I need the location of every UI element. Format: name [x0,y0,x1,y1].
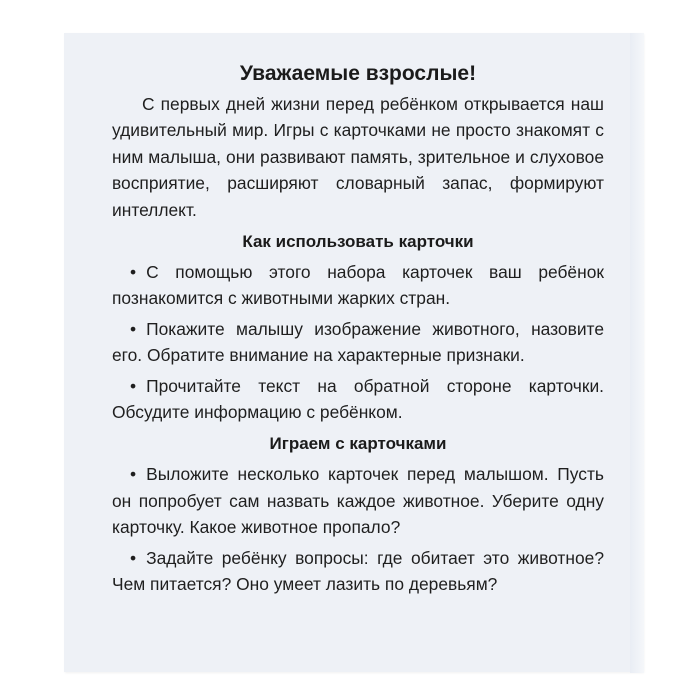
bullet-icon: • [130,464,137,485]
intro-paragraph: С первых дней жизни перед ребёнком открывается наш удивительный мир. Игры с карточками не просто знакомят с ним малыша, они развивают память, зрительное и слуховое восприятие, расширяют словарный запас, формируют интеллект. [112,94,604,220]
bullet-text: Прочитайте текст на обратной стороне карточки. Обсудите информацию с ребёнком. [112,375,604,423]
bullet-icon: • [130,262,137,283]
bullet-item [112,461,604,540]
card-content [112,60,604,598]
bullet-icon: • [130,547,137,568]
bullet-icon: • [130,375,137,396]
bullet-item [112,373,604,426]
card-title: Уважаемые взрослые! [239,62,477,85]
bullet-text: Задайте ребёнку вопросы: где обитает это животное? Чем питается? Оно умеет лазить по деревьям? [112,547,604,595]
card-edge [630,33,644,673]
section-heading-how-to-use: Как использовать карточки [242,232,474,252]
bullet-item [112,545,604,598]
bullet-text: С помощью этого набора карточек ваш ребёнок познакомится с животными жарких стран. [112,262,604,309]
bullet-item [112,316,604,369]
bullet-item [112,259,604,312]
bullet-icon: • [130,318,137,339]
section-heading-play: Играем с карточками [269,434,447,454]
bullet-text: Выложите несколько карточек перед малышом. Пусть он попробует сам назвать каждое животное. Уберите одну карточку. Какое животное пропало? [112,464,604,538]
bullet-text: Покажите малышу изображение животного, назовите его. Обратите внимание на характерные признаки. [112,318,604,366]
